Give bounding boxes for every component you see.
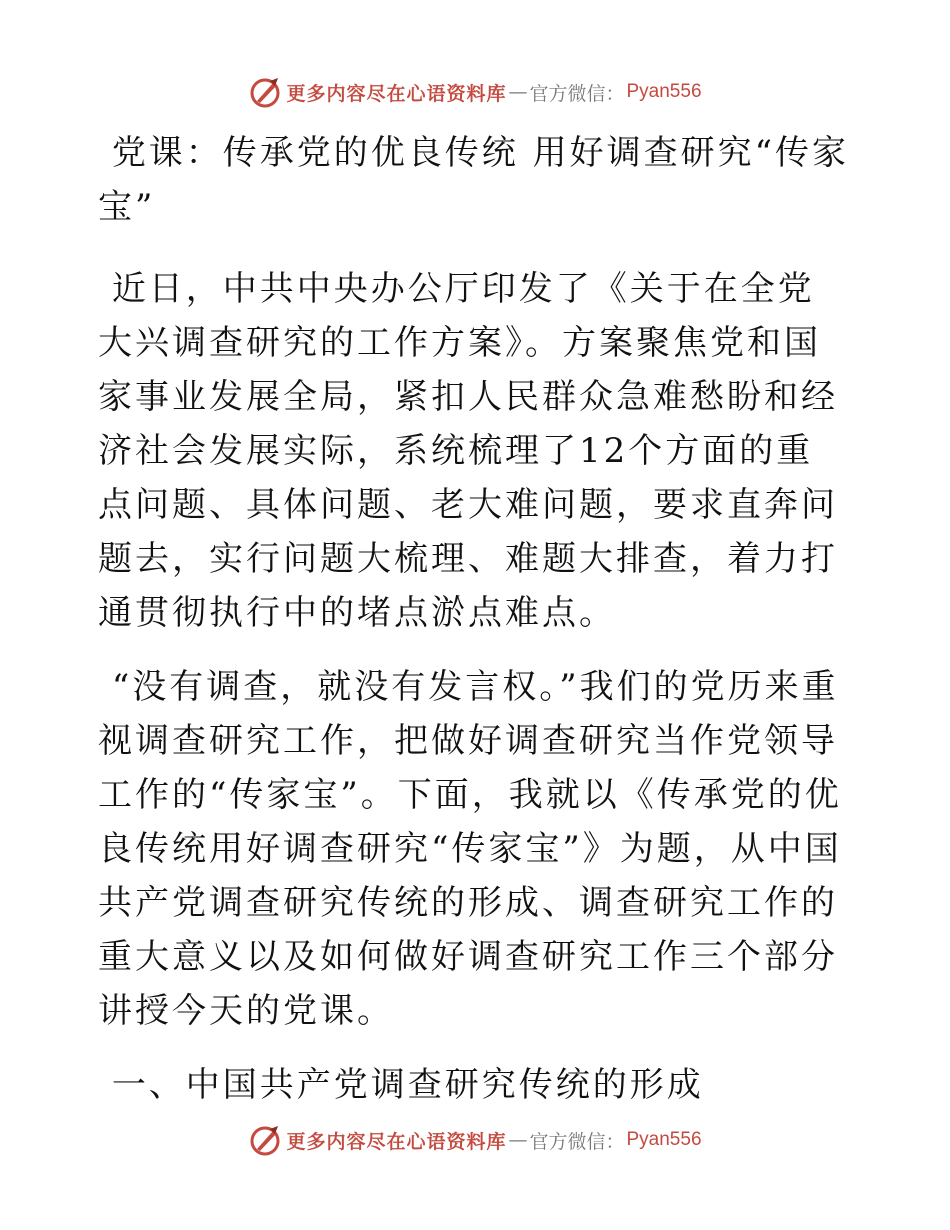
watermark-main-text: 更多内容尽在心语资料库 xyxy=(286,1130,507,1153)
header-watermark xyxy=(0,72,950,112)
paragraph-quote: “没有调查，就没有发言权。”我们的党历来重视调查研究工作，把做好调查研究当作党领导工作的“传家宝”。下面，我就以《传承党的优良传统用好调查研究“传家宝”》为题，从中国共产党调查研究传统的形成、调查研究工作的重大意义以及如何做好调查研究工作三个部分讲授今天的党课。 xyxy=(98,667,842,1031)
footer-watermark xyxy=(0,1120,950,1160)
watermark-main-text: 更多内容尽在心语资料库 xyxy=(286,82,507,105)
paragraph-intro: 近日，中共中央办公厅印发了《关于在全党大兴调查研究的工作方案》。方案聚焦党和国家事业发展全局，紧扣人民群众急难愁盼和经济社会发展实际，系统梳理了12个方面的重点问题、具体问题、老大难问题，要求直奔问题去，实行问题大梳理、难题大排查，着力打通贯彻执行中的堵点淤点难点。 xyxy=(98,269,838,633)
document-body xyxy=(98,126,850,1112)
watermark-dash: — xyxy=(508,81,528,103)
document-title: 党课：传承党的优良传统 用好调查研究“传家宝” xyxy=(98,133,850,227)
watermark-official-label: 官方微信： xyxy=(529,82,625,105)
section-heading: 一、中国共产党调查研究传统的形成 xyxy=(98,1065,704,1105)
watermark-official-label: 官方微信： xyxy=(529,1130,625,1153)
watermark-wechat-id: Pyan556 xyxy=(626,1129,702,1150)
watermark-wechat-id: Pyan556 xyxy=(626,81,702,102)
quill-logo-icon xyxy=(248,1123,282,1157)
quill-logo-icon xyxy=(248,75,282,109)
watermark-dash: — xyxy=(508,1129,528,1151)
